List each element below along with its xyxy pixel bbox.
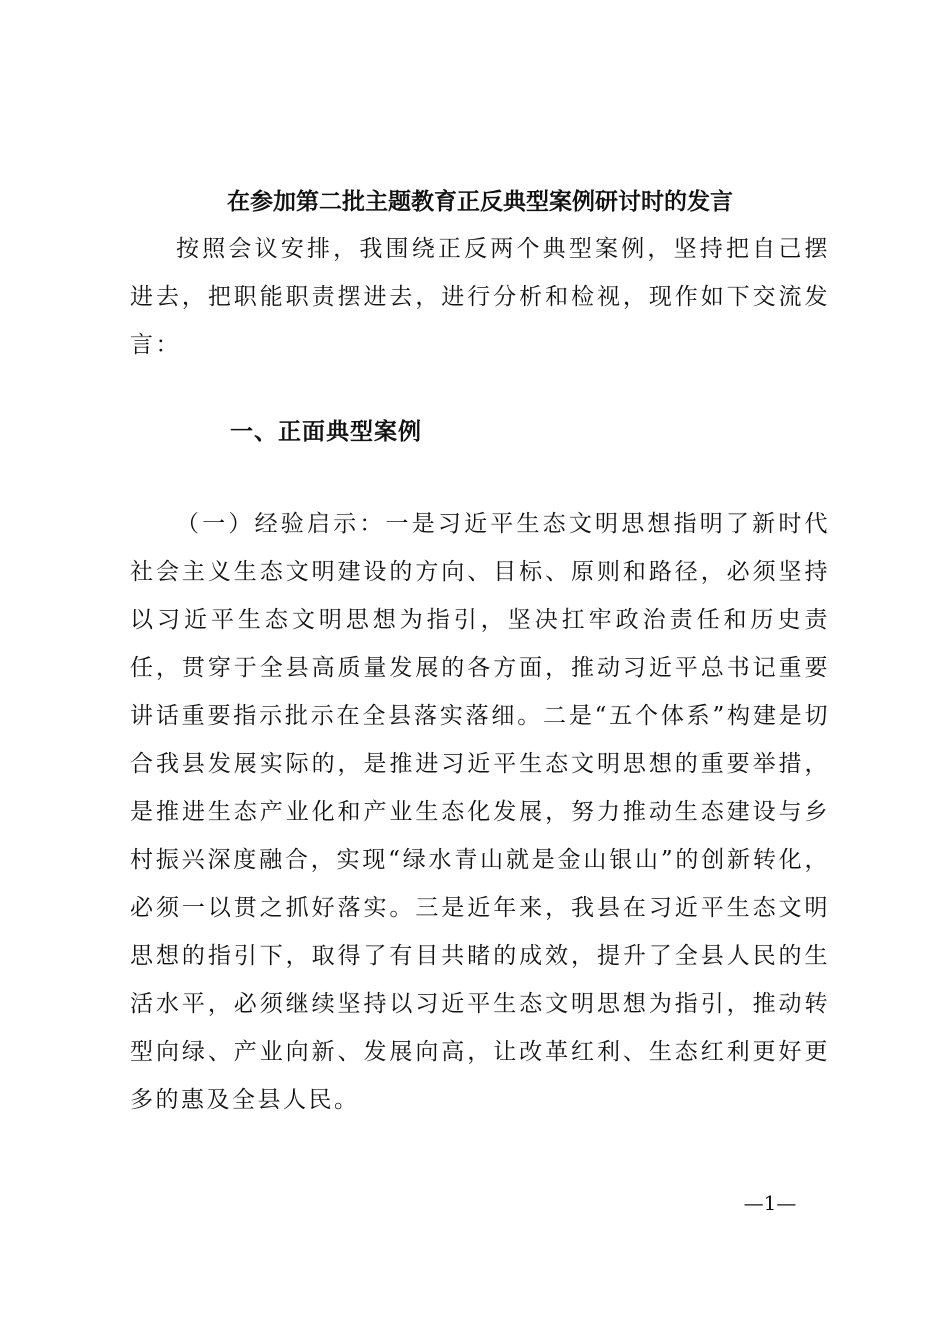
section-heading: 一、正面典型案例 bbox=[230, 419, 422, 445]
experience-paragraph: （一）经验启示：一是习近平生态文明思想指明了新时代社会主义生态文明建设的方向、目标、原则和路径，必须坚持以习近平生态文明思想为指引，坚决扛牢政治责任和历史责任，贯穿于全县高质量发展的各方面，推动习近平总书记重要讲话重要指示批示在全县落实落细。二是“五个体系”构建是切合我县发展实际的，是推进习近平生态文明思想的重要举措，是推进生态产业化和产业生态化发展，努力推动生态建设与乡村振兴深度融合，实现“绿水青山就是金山银山”的创新转化，必须一以贯之抓好落实。三是近年来，我县在习近平生态文明思想的指引下，取得了有目共睹的成效，提升了全县人民的生活水平，必须继续坚持以习近平生态文明思想为指引，推动转型向绿、产业向新、发展向高，让改革红利、生态红利更好更多的惠及全县人民。 bbox=[130, 511, 830, 1113]
page-number: —1— bbox=[743, 1191, 797, 1215]
document-title: 在参加第二批主题教育正反典型案例研讨时的发言 bbox=[227, 189, 733, 215]
intro-paragraph: 按照会议安排，我围绕正反两个典型案例，坚持把自己摆进去，把职能职责摆进去，进行分析和检视，现作如下交流发言： bbox=[130, 236, 830, 358]
